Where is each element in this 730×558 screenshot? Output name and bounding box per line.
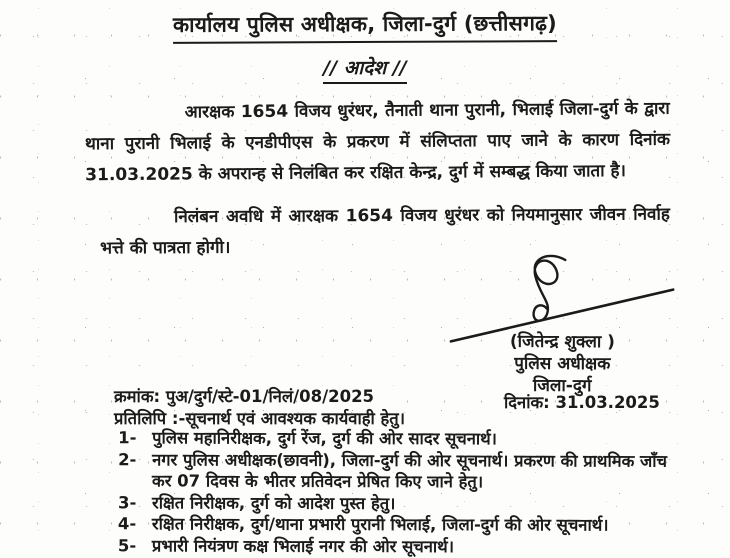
list-item-number: 1-: [118, 428, 137, 448]
order-heading-text: // आदेश //: [323, 54, 406, 84]
list-item-number: 5-: [117, 536, 137, 556]
order-paragraph-allowance: निलंबन अवधि में आरक्षक 1654 विजय धुरंधर को नियमानुसार जीवन निर्वाह भत्ते की पात्रता होगी।: [100, 204, 670, 259]
list-item: [118, 535, 686, 558]
list-item-text: रक्षित निरीक्षक, दुर्ग को आदेश पुस्त हेतु।: [151, 493, 396, 513]
list-item-number: 4-: [117, 514, 137, 534]
order-paragraph-suspension: आरक्षक 1654 विजय धुरंधर, तैनाती थाना पुरानी, भिलाई जिला-दुर्ग के द्वारा थाना पुरानी भिलाई के एनडीपीएस के प्रकरण में संलिप्तता पाए जाने के कारण दिनांक 31.03.2025 के अपरान्ह से निलंबित कर रक्षित केन्द्र, दुर्ग में सम्बद्ध किया जाता है।: [84, 98, 671, 186]
copy-distribution-heading: प्रतिलिपि :-सूचनार्थ एवं आवश्यक कार्यवाही हेतु।: [114, 409, 405, 428]
list-item-number: 2-: [118, 449, 137, 469]
list-item-text: प्रभारी नियंत्रण कक्ष भिलाई नगर की ओर सूचनार्थ।: [151, 536, 454, 557]
reference-number: क्रमांक: पुअ/दुर्ग/स्टे-01/निलं/08/2025: [114, 387, 375, 406]
list-item: [118, 449, 686, 494]
list-item: [118, 514, 686, 537]
list-item-number: 3-: [117, 493, 137, 513]
copy-distribution-list: [118, 427, 686, 558]
list-item-text: रक्षित निरीक्षक, दुर्ग/थाना प्रभारी पुरानी भिलाई, जिला-दुर्ग की ओर सूचनार्थ।: [151, 514, 609, 535]
list-item: [118, 492, 686, 515]
office-title-text: कार्यालय पुलिस अधीक्षक, जिला-दुर्ग (छत्तीसगढ़): [173, 9, 557, 44]
signatory-name: (जितेन्द्र शुक्ला ): [509, 331, 616, 353]
list-item-text: नगर पुलिस अधीक्षक(छावनी), जिला-दुर्ग की ओर सूचनार्थ। प्रकरण की प्राथमिक जाँच कर 07 दिवस के भीतर प्रतिवेदन प्रेषित किए जाने हेतु।: [152, 449, 668, 492]
office-title: [0, 10, 730, 43]
signatory-district: जिला-दुर्ग: [532, 375, 592, 397]
list-item: [118, 427, 686, 450]
order-heading: [0, 54, 730, 84]
order-date: दिनांक: 31.03.2025: [504, 393, 660, 412]
signatory-designation: पुलिस अधीक्षक: [514, 353, 611, 375]
signature-block: [440, 251, 686, 397]
list-item-text: पुलिस महानिरीक्षक, दुर्ग रेंज, दुर्ग की ओर सादर सूचनार्थ।: [152, 428, 497, 449]
